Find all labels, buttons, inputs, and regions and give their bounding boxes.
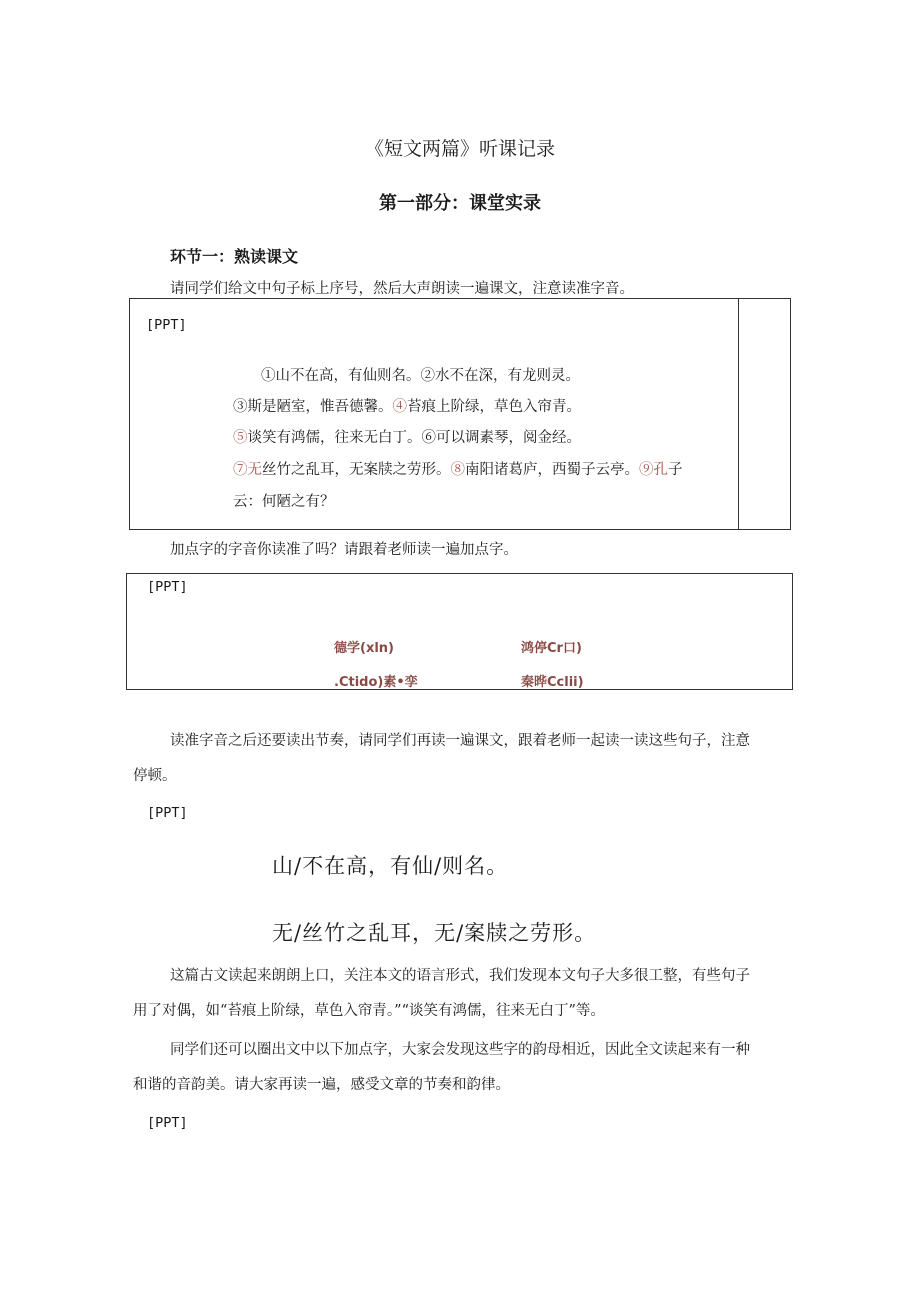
ppt-label: [PPT] bbox=[147, 805, 188, 821]
pron-item: .Ctido)素•孪 bbox=[334, 675, 418, 690]
text-line-4c: ⑧ bbox=[450, 462, 465, 478]
ppt-label: [PPT] bbox=[147, 579, 188, 595]
text-line-4 bbox=[233, 460, 683, 480]
section-heading: 环节一：熟读课文 bbox=[170, 247, 299, 266]
ppt-label: [PPT] bbox=[146, 317, 187, 333]
text-line-3a: ⑤ bbox=[233, 430, 248, 446]
example-sentence-2: 无/丝竹之乱耳，无/案牍之劳形。 bbox=[272, 921, 597, 945]
text-line-4f: 子 bbox=[668, 462, 683, 478]
example-sentence-1: 山/不在高，有仙/则名。 bbox=[272, 854, 509, 878]
analysis-line-2: 用了对偶，如“苔痕上阶绿，草色入帘青。”“谈笑有鸿儒，往来无白丁”等。 bbox=[133, 1003, 605, 1019]
intro-paragraph: 请同学们给文中句子标上序号，然后大声朗读一遍课文，注意读准字音。 bbox=[170, 281, 634, 297]
pron-item: 鸿停Cr口) bbox=[521, 641, 582, 656]
text-line-2b: ④ bbox=[392, 399, 407, 415]
text-line-1: ①山不在高，有仙则名。②水不在深，有龙则灵。 bbox=[261, 368, 580, 384]
circle-line-1: 同学们还可以圈出文中以下加点字，大家会发现这些字的韵母相近，因此全文读起来有一种 bbox=[170, 1042, 750, 1058]
rhythm-paragraph-line-1: 读准字音之后还要读出节奏，请同学们再读一遍课文，跟着老师一起读一读这些句子，注意 bbox=[170, 733, 750, 749]
text-line-4e: ⑨孔 bbox=[639, 462, 668, 478]
box-divider bbox=[738, 299, 739, 529]
doc-title: 《短文两篇》听课记录 bbox=[364, 138, 555, 160]
text-line-2a: ③斯是陋室，惟吾德馨。 bbox=[233, 399, 393, 415]
text-line-4b: 丝竹之乱耳，无案牍之劳形。 bbox=[262, 462, 451, 478]
ppt-label: [PPT] bbox=[147, 1115, 188, 1131]
part-heading: 第一部分：课堂实录 bbox=[379, 193, 541, 214]
text-line-2c: 苔痕上阶绿，草色入帘青。 bbox=[407, 399, 581, 415]
pron-ppt-box bbox=[126, 573, 793, 690]
analysis-line-1: 这篇古文读起来朗朗上口，关注本文的语言形式，我们发现本文句子大多很工整，有些句子 bbox=[170, 968, 750, 984]
text-line-3b: 谈笑有鸿儒，往来无白丁。⑥可以调素琴，阅金经。 bbox=[247, 430, 581, 446]
dots-question: 加点字的字音你读准了吗？请跟着老师读一遍加点字。 bbox=[170, 542, 518, 558]
text-line-4a: ⑦无 bbox=[233, 462, 262, 478]
text-line-2 bbox=[233, 397, 581, 417]
text-line-5: 云：何陋之有？ bbox=[233, 494, 335, 510]
rhythm-paragraph-line-2: 停顿。 bbox=[133, 768, 177, 784]
text-line-4d: 南阳诸葛庐，西蜀子云亭。 bbox=[465, 462, 639, 478]
text-line-3 bbox=[233, 428, 581, 448]
pron-item: 秦晔Cclii) bbox=[521, 675, 584, 690]
circle-line-2: 和谐的音韵美。请大家再读一遍，感受文章的节奏和韵律。 bbox=[133, 1077, 510, 1093]
text-ppt-box bbox=[129, 298, 791, 530]
pron-item: 德学(xln) bbox=[334, 641, 394, 656]
